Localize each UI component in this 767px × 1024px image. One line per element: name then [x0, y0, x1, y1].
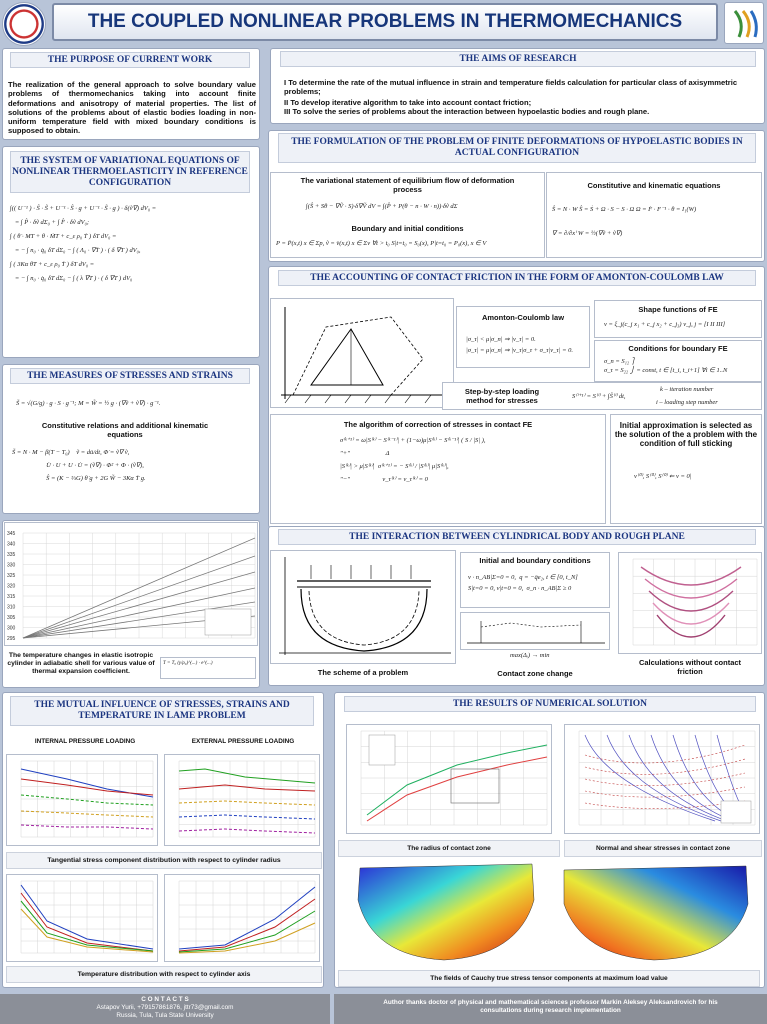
thanks-text: Author thanks doctor of physical and mathematical sciences professor Markin Aleksey Aleksandrovich for his consultations during research implementation	[383, 999, 718, 1014]
arc-series	[645, 579, 737, 598]
aims-item-1: I To determine the rate of the mutual influence in strain and temperature fields calculation for particular class of axisymmetric problems;	[284, 78, 738, 97]
cauchy-field-label: The fields of Cauchy true stress tensor components at maximum load value	[338, 970, 760, 987]
no-friction-chart	[618, 552, 762, 654]
contact-radius-chart	[346, 724, 552, 834]
formulation-heading: THE FORMULATION OF THE PROBLEM OF FINITE DEFORMATIONS OF HYPOELASTIC BODIES IN ACTUAL CONFIGURATION	[278, 133, 756, 163]
constitutive-label: Constitutive and kinematic equations	[587, 181, 721, 190]
aims-item-2: II To develop iterative algorithm to take into account contact friction;	[284, 98, 532, 107]
contact-zone-diagram	[460, 612, 610, 650]
university-logo	[2, 2, 46, 46]
initial-boundary-label: Initial and boundary conditions	[479, 556, 591, 565]
tangential-stress-label: Tangential stress component distribution with respect to cylinder radius	[6, 852, 322, 869]
contacts-place: Russia, Tula, Tula State University	[116, 1012, 214, 1019]
measures-section	[2, 364, 260, 514]
y-tick-label: 315	[7, 594, 16, 600]
temperature-formula: T = T₀ (γ/ρ₀)^(...) · e^(...)	[160, 657, 256, 679]
stress-curve	[585, 787, 745, 797]
measures-equation: S̃ = √(G/g) · g · S · g⁻¹; M = W̃ = ½ g · (∇ṽ + ṽ∇) · g⁻¹.	[16, 400, 161, 407]
series-line	[367, 757, 547, 821]
contact-zone-label: Contact zone change	[497, 669, 573, 678]
boundary-equation: P = P̄(x,t) x ∈ Σp, ṽ = v̄(x,t) x ∈ Σv ∀t > t₀ S|t=t₀ = S₀(x), P|t=t₀ = P₀(x), x ∈ V	[276, 240, 487, 247]
y-tick-label: 340	[7, 541, 16, 548]
shape-functions-equation: v = ξ_j(c_j x₁ + c_j x₂ + c_j₃) v_j, j = [I II III]	[604, 321, 726, 328]
constitutive-equation-2: ∇ = ∂/∂xⁱ W = ½(∇ṽ + ṽ∇)	[552, 230, 623, 237]
inset-box	[451, 769, 499, 803]
initial-approx-equation: v⁽⁰⁾, S⁽⁰⁾, S⁽⁰⁾ ⇐ v = 0|	[634, 473, 692, 480]
y-tick-label: 300	[7, 625, 16, 632]
external-stress-chart	[164, 754, 320, 846]
cauchy-field-right	[556, 860, 756, 964]
y-tick-label: 305	[7, 615, 16, 621]
problem-scheme-diagram	[270, 550, 456, 664]
external-pressure-label: EXTERNAL PRESSURE LOADING	[191, 738, 295, 745]
temperature-distribution-label: Temperature distribution with respect to cylinder axis	[6, 966, 322, 983]
initial-boundary-equations: v · n_AB|Σ=0 = 0, q = −q̄e₂, t ∈ [0, t_N] S|t=0 = 0, v|t=0 = 0, σ_n · n_AB|Σ ≥ 0	[468, 574, 578, 592]
y-tick-label: 310	[7, 604, 16, 611]
y-tick-label: 320	[7, 583, 16, 590]
iteration-k-note: k – iteration number	[660, 386, 714, 393]
contacts-name: Astapov Yurii, +79157861876, jttr73@gmail.com	[96, 1004, 234, 1011]
algorithm-equations: σ⁽ᵏ⁺¹⁾ = ω|S⁽ᵏ⁾ − S⁽ᵏ⁻¹⁾| + (1−ω)μ|S⁽ᵏ⁾ − S⁽ᵏ⁻¹⁾| ( S / |S| ), "+" Δ |S⁽ᵏ⁾| > μ|S⁽ᵏ⁾| σ⁽ᵏ⁺¹⁾ = − S⁽ᵏ⁾ / |S⁽ᵏ⁾| μ|S⁽ᵏ⁾|, "−" v_τ⁽ᵏ⁾ = v_τ⁽ᵏ⁾ = 0	[340, 437, 486, 483]
results-heading: THE RESULTS OF NUMERICAL SOLUTION	[344, 696, 756, 712]
contact-radius-label: The radius of contact zone	[338, 840, 560, 857]
no-friction-label: Calculations without contact friction	[638, 658, 742, 676]
step-loading-label: Step-by-step loading method for stresses	[464, 387, 540, 405]
temperature-chart-caption: The temperature changes in elastic isotropic cylinder in adiabatic shell for various value of thermal expansion coefficient.	[7, 652, 155, 675]
external-temp-chart	[164, 874, 320, 962]
iteration-i-note: i – loading step number	[656, 399, 718, 406]
variational-system-heading: THE SYSTEM OF VARIATIONAL EQUATIONS OF NONLINEAR THERMOELASTICITY IN REFERENCE CONFIGURATION	[10, 151, 250, 193]
y-tick-label: 295	[7, 636, 16, 642]
initial-approx-label: Initial approximation is selected as the solution of the a problem with the condition of full sticking	[614, 421, 758, 448]
purpose-heading: THE PURPOSE OF CURRENT WORK	[10, 52, 250, 68]
contact-fe-diagram	[270, 298, 454, 408]
constitutive-relations-label: Constitutive relations and additional kinematic equations	[41, 421, 209, 439]
aims-heading: THE AIMS OF RESEARCH	[280, 51, 756, 67]
constitutive-relations-equations: S̃ = N · M − β(T − T₀) ṽ = dū/dt, Φ̇ = ṽ∇ ṽ, U̇ · U + U · U̇ = (ṽ∇) · Φ² + Φ · (ṽ∇), Ŝ = (K − ⅔G) θ̇ g + 2G W̃ − 3Kα Ṫ g.	[12, 449, 146, 482]
step-loading-equation: S⁽ⁱ⁺¹⁾ = S⁽ⁱ⁾ + ∫Ŝ⁽ⁱ⁾ dt,	[572, 393, 626, 400]
cauchy-field-left	[348, 860, 544, 964]
y-tick-label: 330	[7, 562, 16, 569]
mutual-heading: THE MUTUAL INFLUENCE OF STRESSES, STRAINS AND TEMPERATURE IN LAME PROBLEM	[10, 696, 314, 726]
interaction-heading: THE INTERACTION BETWEEN CYLINDRICAL BODY AND ROUGH PLANE	[278, 529, 756, 545]
internal-pressure-label: INTERNAL PRESSURE LOADING	[34, 738, 136, 745]
purpose-text: The realization of the general approach to solve boundary value problems of thermomechanics taking into account finite deformations and anisotropy of material properties. The list of solutions of the problems about of elastic bodies loading in non-uniform temperature field with mixed boundary conditions is supposed to obtain.	[8, 80, 256, 136]
arc-series	[649, 591, 733, 611]
boundary-fe-label: Conditions for boundary FE	[628, 344, 728, 353]
legend-box	[721, 801, 751, 823]
y-tick-label: 345	[7, 531, 16, 537]
algorithm-label: The algorithm of correction of stresses in contact FE	[343, 420, 533, 429]
contacts-title: C O N T A C T S	[141, 996, 189, 1003]
y-tick-label: 335	[7, 552, 16, 558]
stress-curve	[585, 773, 745, 786]
legend-box	[205, 609, 251, 635]
normal-shear-chart	[564, 724, 760, 834]
boundary-label: Boundary and initial conditions	[351, 224, 464, 233]
stress-curve	[585, 759, 745, 774]
legend-box	[369, 735, 395, 765]
contact-heading: THE ACCOUNTING OF CONTACT FRICTION IN THE FORM OF AMONTON-COULOMB LAW	[278, 270, 756, 286]
arc-series	[653, 603, 729, 624]
y-tick-label: 325	[7, 573, 16, 579]
shape-functions-label: Shape functions of FE	[638, 305, 718, 314]
constitutive-equation-1: Ŝ = N · W Ŝ = Ṡ + Ω · S − S · Ω Ω = Ḟ · F⁻¹ · θ = I₁(W)	[552, 206, 697, 213]
temperature-chart	[4, 522, 258, 646]
variational-equation: ∫(Ŝ + Sθ − ∇Ṽ · S)·δ∇Ṽ dV = ∫(P̂ + P(θ − n · W · n))·δṽ dΣ	[306, 203, 458, 210]
thanks-footer	[334, 994, 767, 1024]
normal-shear-label: Normal and shear stresses in contact zone	[564, 840, 762, 857]
arc-series	[657, 615, 725, 637]
measures-heading: THE MEASURES OF STRESSES AND STRAINS	[10, 368, 250, 384]
internal-stress-chart	[6, 754, 158, 846]
aims-item-3: III To solve the series of problems about the interaction between hypoelastic bodies and rough plane.	[284, 107, 650, 116]
problem-scheme-label: The scheme of a problem	[317, 668, 409, 677]
contacts-footer	[0, 994, 330, 1024]
stress-curve	[585, 745, 745, 763]
coulomb-law-equations: |σ_τ| < μ|σ_n| ⇒ |v_τ| = 0. |σ_τ| = μ|σ_n| ⇒ |v_τ|σ_τ + σ_τ|v_τ| = 0.	[466, 336, 574, 354]
variational-system-equations: ∫(( U⁻¹ ) · Ŝ · S̃ + U⁻¹ · Ŝ · g + U⁻¹ · S̃ · g ) · δ(ṽ∇) dV₀ = = ∫ P̂ · δṽ dΣ₀ + ∫ F̂ · δṽ dV₀; ∫ ( θ̇ · MT + θ · ṀT + c_ε ρ₀ Ṫ ) δT dV₀ = = − ∫ n₀ · q̇₀ δT dΣ₀ − ∫ ( Λ₀ · ∇Ṫ ) · ( δ ∇T ) dV₀, ∫ ( 3Kα θ̇T + c_ε ρ₀ Ṫ ) δT dV₀ = = − ∫ n₀ · q̇₀ δT dΣ₀ − ∫ ( λ ∇T ) · ( δ ∇T ) dV₀	[10, 205, 157, 282]
boundary-fe-equation: σ_n = S₁₂ ⎫ σ_τ = S₂₂ ⎭ = const, t ∈ [t_i, t_i+1] ∀i ∈ 1..N	[604, 358, 728, 374]
page-title: THE COUPLED NONLINEAR PROBLEMS IN THERMOMECHANICS	[52, 3, 718, 41]
internal-temp-chart	[6, 874, 158, 962]
conference-logo	[724, 2, 764, 44]
variational-label: The variational statement of equilibrium flow of deformation process	[300, 176, 515, 194]
contact-zone-formula: max(Δᵢ) → min	[510, 652, 550, 659]
coulomb-law-label: Amonton-Coulomb law	[481, 313, 565, 322]
